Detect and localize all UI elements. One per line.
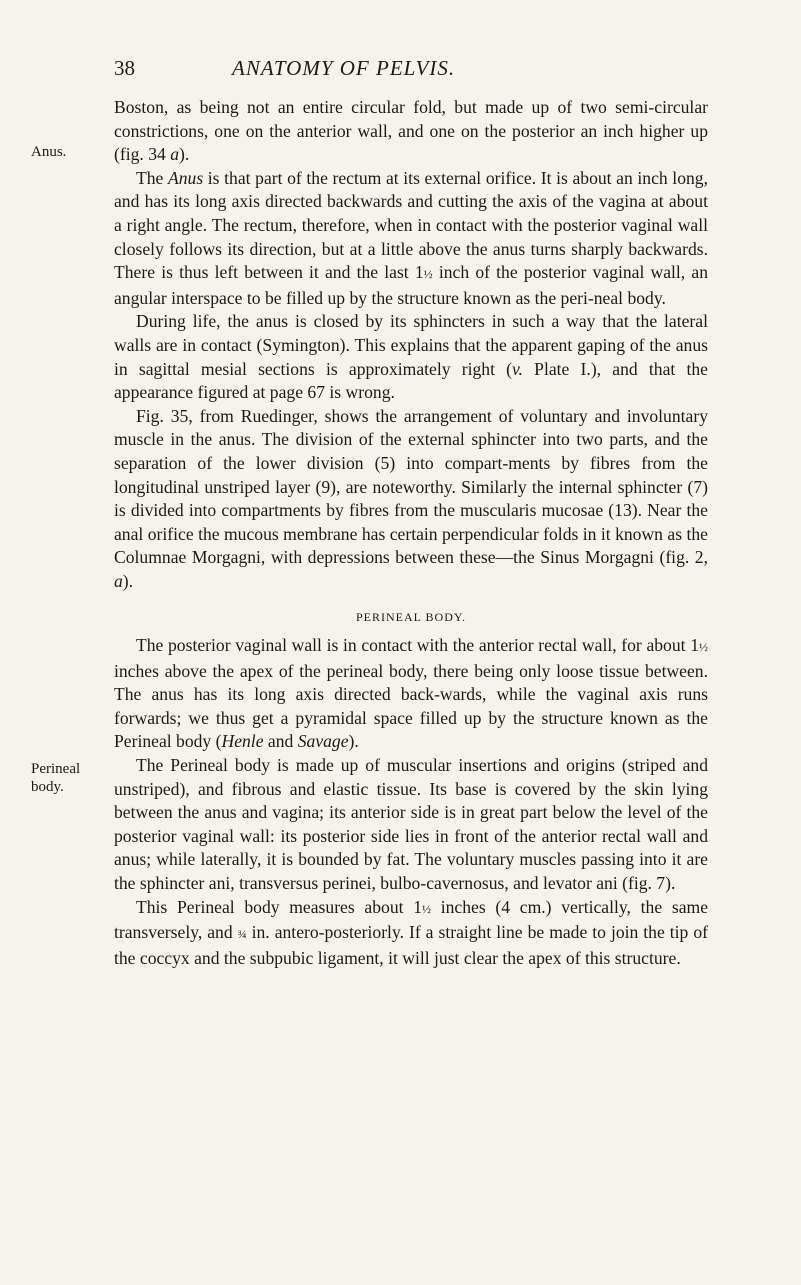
body-text <box>114 96 708 970</box>
margin-note-anus: Anus. <box>31 144 67 160</box>
paragraph-anus: The Anus is that part of the rectum at its external orifice. It is about an inch long, and has its long axis directed backwards and cutting the axis of the vagina at about a right angle. The rectum, therefore, when in contact with the posterior vaginal wall closely follows its direction, but at a little above the anus turns sharply backwards. There is thus left between it and the last 1½ inch of the posterior vaginal wall, an angular interspace to be filled up by the structure known as the peri-neal body. <box>114 167 708 308</box>
paragraph-perineal-intro: The posterior vaginal wall is in contact with the anterior rectal wall, for about 1½ inches above the apex of the perineal body, there being only loose tissue between. The anus has its long axis directed back-wards, while the vaginal axis runs forwards; we thus get a pyramidal space filled up by the structure known as the Perineal body (Henle and Savage). <box>114 635 708 752</box>
paragraph-perineal-measures: This Perineal body measures about 1½ inches (4 cm.) vertically, the same transversely, and ¾ in. antero-posteriorly. If a straight line be made to join the tip of the coccyx and the subpubic ligament, it will just clear the apex of this structure. <box>114 896 708 968</box>
margin-note-perineal-body <box>31 760 101 796</box>
margin-note-perineal-line1: Perineal <box>31 761 81 777</box>
term-anus: Anus <box>167 167 204 188</box>
page-header <box>114 56 714 86</box>
running-title: ANATOMY OF PELVIS. <box>232 56 456 80</box>
paragraph-fig-35: Fig. 35, from Ruedinger, shows the arrangement of voluntary and involuntary muscle in the anus. The division of the external sphincter into two parts, and the separation of the lower division (5) into compart-ments by fibres from the longitudinal unstriped layer (9), are noteworthy. Similarly the internal sphincter (7) is divided into compartments by fibres from the muscularis mucosae (13). Near the anal orifice the mucous membrane has certain perpendicular folds in it known as the Columnae Morgagni, with depressions between these—the Sinus Morgagni (fig. 2, a). <box>114 405 708 591</box>
paragraph-perineal-structure: The Perineal body is made up of muscular insertions and origins (striped and unstriped), and fibrous and elastic tissue. Its base is covered by the skin lying between the anus and vagina; its anterior side is in great part below the level of the posterior vaginal wall: its posterior side lies in front of the anterior rectal wall and anus; while laterally, it is bounded by fat. The voluntary muscles passing into it are the sphincter ani, transversus perinei, bulbo-cavernosus, and levator ani (fig. 7). <box>114 755 708 893</box>
paragraph-during-life: During life, the anus is closed by its sphincters in such a way that the lateral walls are in contact (Symington). This explains that the apparent gaping of the anus in sagittal mesial sections is approximately right (v. Plate I.), and that the appearance figured at page 67 is wrong. <box>114 311 708 403</box>
paragraph-1: Boston, as being not an entire circular fold, but made up of two semi-circular constrictions, one on the anterior wall, and one on the posterior an inch higher up (fig. 34 a). <box>114 97 708 165</box>
section-heading-perineal-body: PERINEAL BODY. <box>355 610 466 625</box>
page-number: 38 <box>114 56 135 80</box>
margin-note-perineal-line2: body. <box>31 779 64 795</box>
